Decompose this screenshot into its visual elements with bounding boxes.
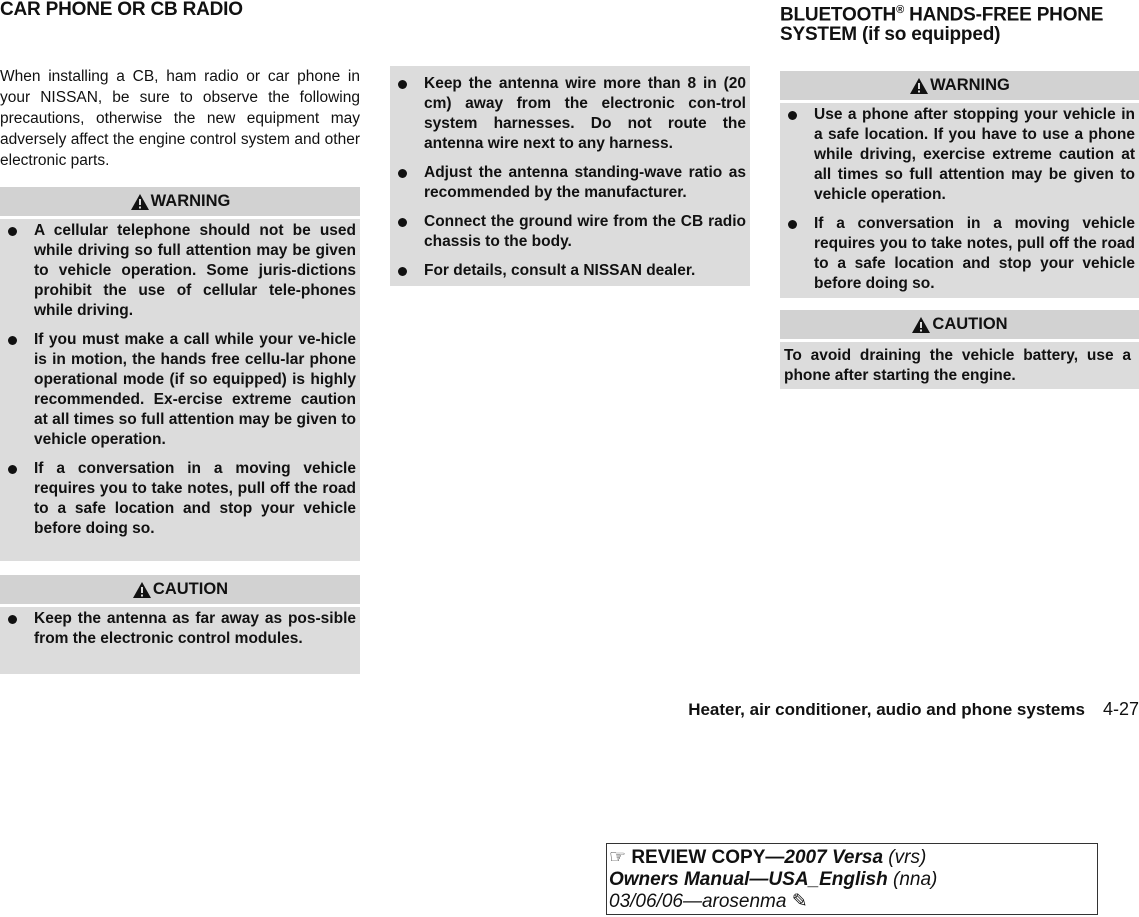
list-item — [398, 74, 746, 154]
bullet-dot — [8, 227, 17, 236]
list-item-text: If a conversation in a moving vehicle requires you to take notes, pull off the road to a safe location and stop your vehicle before doing so. — [34, 460, 356, 537]
list-item — [398, 261, 746, 281]
bullet-dot — [398, 218, 407, 227]
caution-title-left — [0, 575, 360, 607]
page-footer — [608, 699, 1139, 720]
warning-triangle-icon — [911, 316, 931, 334]
list-item-text: Adjust the antenna standing-wave ratio as recommended by the manufacturer. — [424, 164, 746, 201]
list-item — [8, 609, 356, 649]
registered-mark: ® — [896, 4, 904, 16]
list-item-text: Keep the antenna wire more than 8 in (20 cm) away from the electronic con-trol system harnesses. Do not route the antenna wire next to any harness. — [424, 75, 746, 152]
list-item-text: Keep the antenna as far away as pos-sible from the electronic control modules. — [34, 610, 356, 647]
heading-bluetooth-word: BLUETOOTH — [780, 4, 897, 26]
warning-triangle-icon — [130, 193, 150, 211]
list-item — [398, 212, 746, 252]
list-item-text: For details, consult a NISSAN dealer. — [424, 262, 696, 279]
review-date: 03/06/06—arosenma — [609, 891, 787, 912]
warning-box-right — [780, 71, 1139, 298]
section-heading-bluetooth — [780, 0, 1139, 45]
review-manual: Owners Manual—USA_English — [609, 869, 888, 890]
heading-system-if-equipped: SYSTEM (if so equipped) — [780, 24, 1001, 46]
bullet-dot — [398, 169, 407, 178]
list-item — [8, 330, 356, 450]
list-item-text: If a conversation in a moving vehicle requires you to take notes, pull off the road to a safe location and stop your vehicle before doing so. — [814, 215, 1135, 292]
bullet-dot — [788, 220, 797, 229]
list-item-text: Use a phone after stopping your vehicle in a safe location. If you have to use a phone while driving, exercise extreme caution at all times so full attention may be given to vehicle operation. — [814, 106, 1135, 203]
caution-box-right — [780, 310, 1139, 389]
caution-label: CAUTION — [152, 580, 229, 598]
list-item-text: Connect the ground wire from the CB radio chassis to the body. — [424, 213, 746, 250]
pencil-icon: ✎ — [791, 891, 808, 912]
caution-label: CAUTION — [932, 315, 1008, 333]
caution-box-left — [0, 575, 360, 674]
list-item — [8, 221, 356, 321]
list-item — [788, 214, 1135, 294]
footer-section-title: Heater, air conditioner, audio and phone systems — [688, 700, 1085, 719]
list-item — [398, 163, 746, 203]
warning-title-left — [0, 187, 360, 219]
bullet-dot — [398, 80, 407, 89]
section-heading-car-phone: CAR PHONE OR CB RADIO — [0, 0, 243, 20]
review-model: 2007 Versa — [784, 847, 884, 868]
review-label: REVIEW COPY— — [631, 847, 785, 868]
page-number: 4-27 — [1102, 699, 1139, 719]
warning-triangle-icon — [909, 77, 929, 95]
list-item-text: If you must make a call while your ve-hicle is in motion, the hands free cellu-lar phone operational mode (if so equipped) is highly recommended. Ex-ercise extreme caution at all times so full attention may be given to vehicle operation. — [34, 331, 356, 448]
warning-title-right — [780, 71, 1139, 103]
caution-continued-box — [390, 66, 750, 286]
bullet-dot — [788, 111, 797, 120]
caution-title-right — [780, 310, 1139, 342]
caution-text: To avoid draining the vehicle battery, use a phone after starting the engine. — [784, 347, 1131, 384]
bullet-dot — [8, 615, 17, 624]
pointing-hand-icon: ☞ — [609, 847, 627, 868]
list-item-text: A cellular telephone should not be used while driving so full attention may be given to vehicle operation. Some juris-dictions prohibit the use of cellular tele-phones while driving. — [34, 222, 356, 319]
list-item — [788, 105, 1135, 205]
bullet-dot — [398, 267, 407, 276]
heading-hands-free-phone: HANDS-FREE PHONE — [903, 4, 1104, 26]
bullet-dot — [8, 465, 17, 474]
review-model-code: (vrs) — [883, 847, 927, 868]
list-item — [8, 459, 356, 539]
review-copy-stamp — [606, 843, 1098, 915]
warning-triangle-icon — [132, 581, 152, 599]
warning-label: WARNING — [150, 192, 231, 210]
bullet-dot — [8, 336, 17, 345]
warning-label: WARNING — [930, 76, 1010, 94]
intro-paragraph: When installing a CB, ham radio or car phone in your NISSAN, be sure to observe the following precautions, otherwise the new equipment may adversely affect the engine control system and other electronic parts. — [0, 68, 360, 169]
warning-box-left — [0, 187, 360, 561]
review-manual-code: (nna) — [887, 869, 938, 890]
